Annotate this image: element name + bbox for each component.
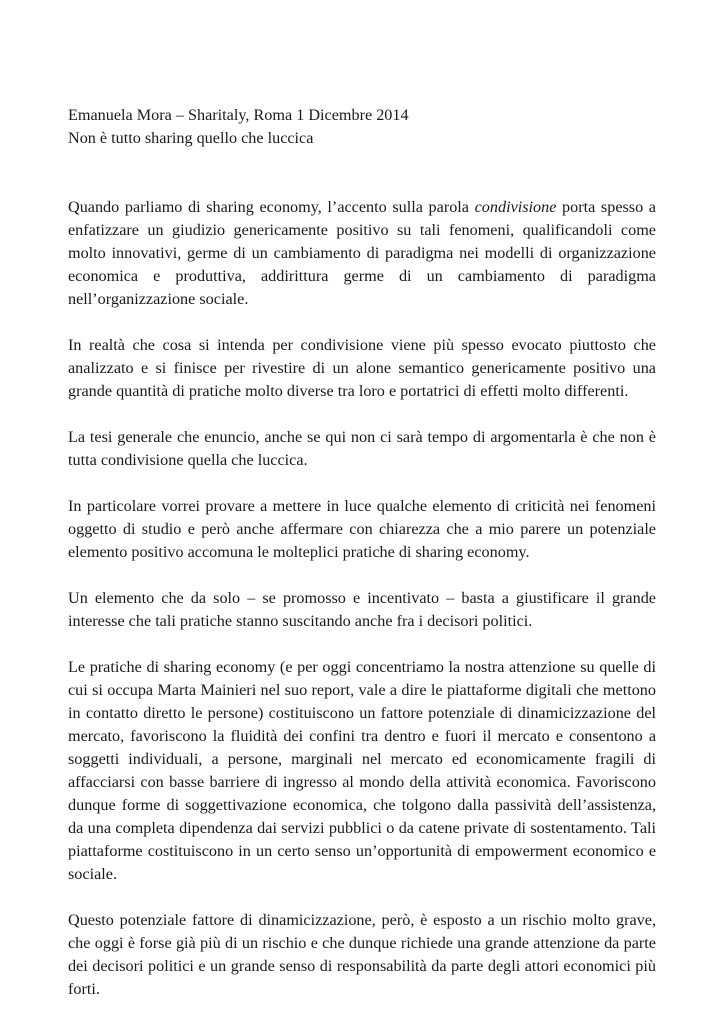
paragraph-3: La tesi generale che enuncio, anche se qui non ci sarà tempo di argomentarla è che non è tutta condivisione quella che luccica.	[68, 428, 656, 469]
paragraph-7: Questo potenziale fattore di dinamicizzazione, però, è esposto a un rischio molto grave, che oggi è forse già più di un rischio e che dunque richiede una grande attenzione da parte dei decisori politici e un grande senso di responsabilità da parte degli attori economici più forti.	[68, 911, 656, 998]
paragraph-2: In realtà che cosa si intenda per condivisione viene più spesso evocato piuttosto che analizzato e si finisce per rivestire di un alone semantico genericamente positivo una grande quantità di pratiche molto diverse tra loro e portatrici di effetti molto differenti.	[68, 336, 656, 400]
paragraph-1	[68, 196, 656, 311]
document-title: Non è tutto sharing quello che luccica	[68, 129, 314, 147]
document-header	[68, 104, 656, 150]
paragraph-6: Le pratiche di sharing economy (e per oggi concentriamo la nostra attenzione su quelle di cui si occupa Marta Mainieri nel suo report, vale a dire le piattaforme digitali che mettono in contatto diretto le persone) costituiscono un fattore potenziale di dinamicizzazione del mercato, favoriscono la fluidità dei confini tra dentro e fuori il mercato e consentono a soggetti individuali, a persone, marginali nel mercato ed economicamente fragili di affacciarsi con basse barriere di ingresso al mondo della attività economica. Favoriscono dunque forme di soggettivazione economica, che tolgono dalla passività dell’assistenza, da una completa dipendenza dai servizi pubblici o da catene private di sostentamento. Tali piattaforme costituiscono in un certo senso un’opportunità di empowerment economico e sociale.	[68, 658, 656, 883]
document-page	[68, 104, 656, 1001]
paragraph-1-text-start: Quando parliamo di sharing economy, l’accento sulla parola	[68, 198, 475, 216]
paragraph-5: Un elemento che da solo – se promosso e incentivato – basta a giustificare il grande interesse che tali pratiche stanno suscitando anche fra i decisori politici.	[68, 589, 656, 630]
paragraph-1-text-end: porta spesso a enfatizzare un giudizio genericamente positivo su tali fenomeni, qualificandoli come molto innovativi, germe di un cambiamento di paradigma nei modelli di organizzazione economica e produttiva, addirittura germe di un cambiamento di paradigma nell’organizzazione sociale.	[68, 198, 656, 308]
emphasized-word: condivisione	[474, 198, 557, 216]
paragraph-4: In particolare vorrei provare a mettere in luce qualche elemento di criticità nei fenomeni oggetto di studio e però anche affermare con chiarezza che a mio parere un potenziale elemento positivo accomuna le molteplici pratiche di sharing economy.	[68, 497, 656, 561]
author-date-line: Emanuela Mora – Sharitaly, Roma 1 Dicembre 2014	[68, 106, 409, 124]
